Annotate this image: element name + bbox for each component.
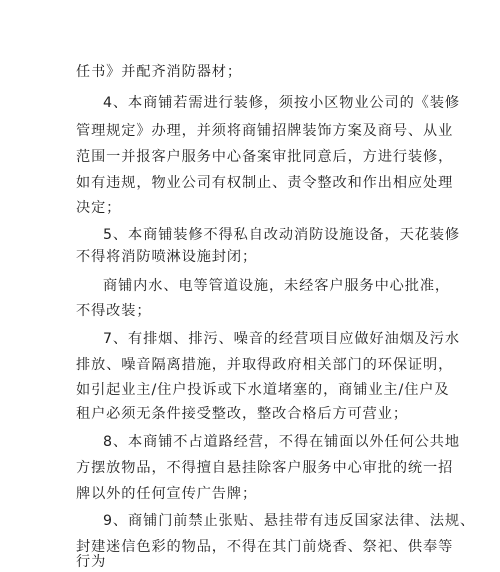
cut-off-line-clip bbox=[76, 552, 107, 570]
text-line-12: 排放、噪音隔离措施，并取得政府相关部门的环保证明， bbox=[76, 357, 454, 373]
text-line-16: 方摆放物品，不得擅自悬挂除客户服务中心审批的统一招 bbox=[76, 460, 454, 476]
text-line-4: 范围一并报客户服务中心备案审批同意后，方进行装修， bbox=[76, 149, 454, 165]
text-line-9: 商铺内水、电等管道设施，未经客户服务中心批准， bbox=[103, 278, 451, 294]
text-line-17: 牌以外的任何宣传广告牌； bbox=[76, 486, 258, 502]
text-line-7: 5、本商铺装修不得私自改动消防设施设备，天花装修 bbox=[103, 227, 460, 243]
text-line-18: 9、商铺门前禁止张贴、悬挂带有违反国家法律、法规、 bbox=[103, 513, 476, 529]
text-line-11: 7、有排烟、排污、噪音的经营项目应做好油烟及污水 bbox=[103, 331, 460, 347]
text-line-10: 不得改装； bbox=[76, 303, 152, 319]
text-line-19: 封建迷信色彩的物品，不得在其门前烧香、祭祀、供奉等 bbox=[76, 539, 454, 555]
text-line-15: 8、本商铺不占道路经营，不得在铺面以外任何公共地 bbox=[103, 434, 460, 450]
text-line-14: 租户必须无条件接受整改，整改合格后方可营业； bbox=[76, 406, 408, 422]
text-line-8: 不得将消防喷淋设施封闭； bbox=[76, 249, 258, 265]
text-line-1: 任书》并配齐消防器材； bbox=[76, 64, 242, 80]
text-line-3: 管理规定》办理，并须将商铺招牌装饰方案及商号、从业 bbox=[76, 123, 454, 139]
text-line-20: 行为 bbox=[76, 554, 107, 570]
text-line-2: 4、本商铺若需进行装修，须按小区物业公司的《装修 bbox=[103, 95, 460, 111]
text-line-5: 如有违规，物业公司有权制止、责令整改和作出相应处理 bbox=[76, 175, 454, 191]
text-line-6: 决定； bbox=[76, 200, 122, 216]
text-line-13: 如引起业主/住户投诉或下水道堵塞的，商铺业主/住户及 bbox=[76, 382, 450, 398]
